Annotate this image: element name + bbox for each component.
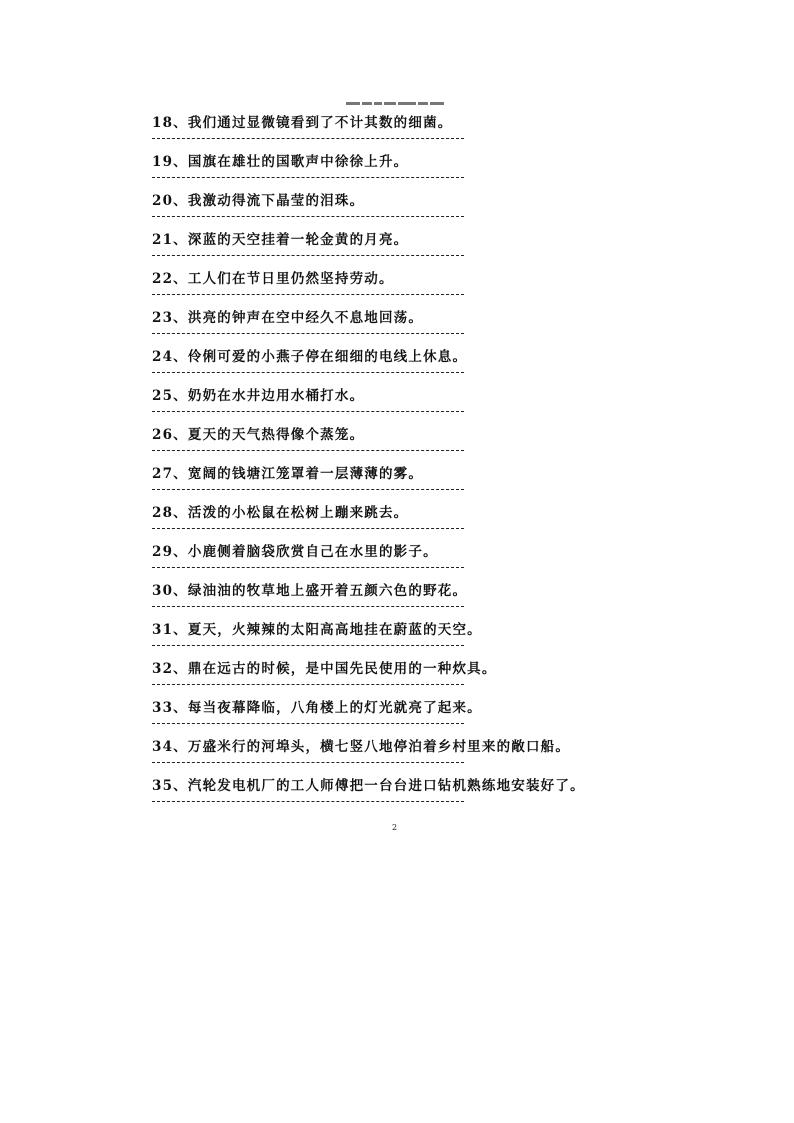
sentence-item (152, 305, 632, 344)
answer-line[interactable] (152, 450, 464, 451)
answer-line[interactable] (152, 372, 464, 373)
sentence-text: 28、活泼的小松鼠在松树上蹦来跳去。 (152, 505, 409, 521)
page-number: 2 (392, 823, 398, 832)
answer-line[interactable] (152, 528, 464, 529)
sentence-item (152, 578, 632, 617)
header-mark (346, 100, 446, 106)
sentence-text: 18、我们通过显微镜看到了不计其数的细菌。 (152, 115, 453, 131)
sentence-text: 27、宽阔的钱塘江笼罩着一层薄薄的雾。 (152, 466, 424, 482)
sentence-text: 24、伶俐可爱的小燕子停在细细的电线上休息。 (152, 349, 468, 365)
answer-line[interactable] (152, 177, 464, 178)
sentence-item (152, 344, 632, 383)
sentence-text: 19、国旗在雄壮的国歌声中徐徐上升。 (152, 154, 409, 170)
sentence-item (152, 422, 632, 461)
answer-line[interactable] (152, 606, 464, 607)
sentence-text: 22、工人们在节日里仍然坚持劳动。 (152, 271, 394, 287)
sentence-text: 30、绿油油的牧草地上盛开着五颜六色的野花。 (152, 583, 468, 599)
sentence-text: 23、洪亮的钟声在空中经久不息地回荡。 (152, 310, 424, 326)
answer-line[interactable] (152, 684, 464, 685)
answer-line[interactable] (152, 294, 464, 295)
sentence-text: 26、夏天的天气热得像个蒸笼。 (152, 427, 365, 443)
sentence-item (152, 695, 632, 734)
answer-line[interactable] (152, 255, 464, 256)
sentence-item (152, 383, 632, 422)
sentence-text: 34、万盛米行的河埠头，横七竖八地停泊着乡村里来的敞口船。 (152, 739, 571, 755)
sentence-item (152, 617, 632, 656)
sentence-text: 35、汽轮发电机厂的工人师傅把一台台进口钻机熟练地安装好了。 (152, 778, 585, 794)
sentence-text: 25、奶奶在水井边用水桶打水。 (152, 388, 365, 404)
sentence-item (152, 188, 632, 227)
answer-line[interactable] (152, 567, 464, 568)
answer-line[interactable] (152, 216, 464, 217)
sentence-item (152, 539, 632, 578)
sentence-item (152, 266, 632, 305)
answer-line[interactable] (152, 489, 464, 490)
sentence-item (152, 110, 632, 149)
answer-line[interactable] (152, 723, 464, 724)
sentence-text: 29、小鹿侧着脑袋欣赏自己在水里的影子。 (152, 544, 438, 560)
sentence-text: 31、夏天，火辣辣的太阳高高地挂在蔚蓝的天空。 (152, 622, 482, 638)
sentence-item (152, 656, 632, 695)
sentence-text: 20、我激动得流下晶莹的泪珠。 (152, 193, 365, 209)
sentence-item (152, 149, 632, 188)
sentence-item (152, 500, 632, 539)
answer-line[interactable] (152, 645, 464, 646)
answer-line[interactable] (152, 801, 464, 802)
sentence-item (152, 734, 632, 773)
sentence-item (152, 461, 632, 500)
sentence-text: 32、鼎在远古的时候，是中国先民使用的一种炊具。 (152, 661, 497, 677)
sentence-list (152, 110, 632, 812)
sentence-item (152, 227, 632, 266)
sentence-text: 33、每当夜幕降临，八角楼上的灯光就亮了起来。 (152, 700, 482, 716)
answer-line[interactable] (152, 138, 464, 139)
sentence-item (152, 773, 632, 812)
answer-line[interactable] (152, 333, 464, 334)
answer-line[interactable] (152, 762, 464, 763)
sentence-text: 21、深蓝的天空挂着一轮金黄的月亮。 (152, 232, 409, 248)
answer-line[interactable] (152, 411, 464, 412)
